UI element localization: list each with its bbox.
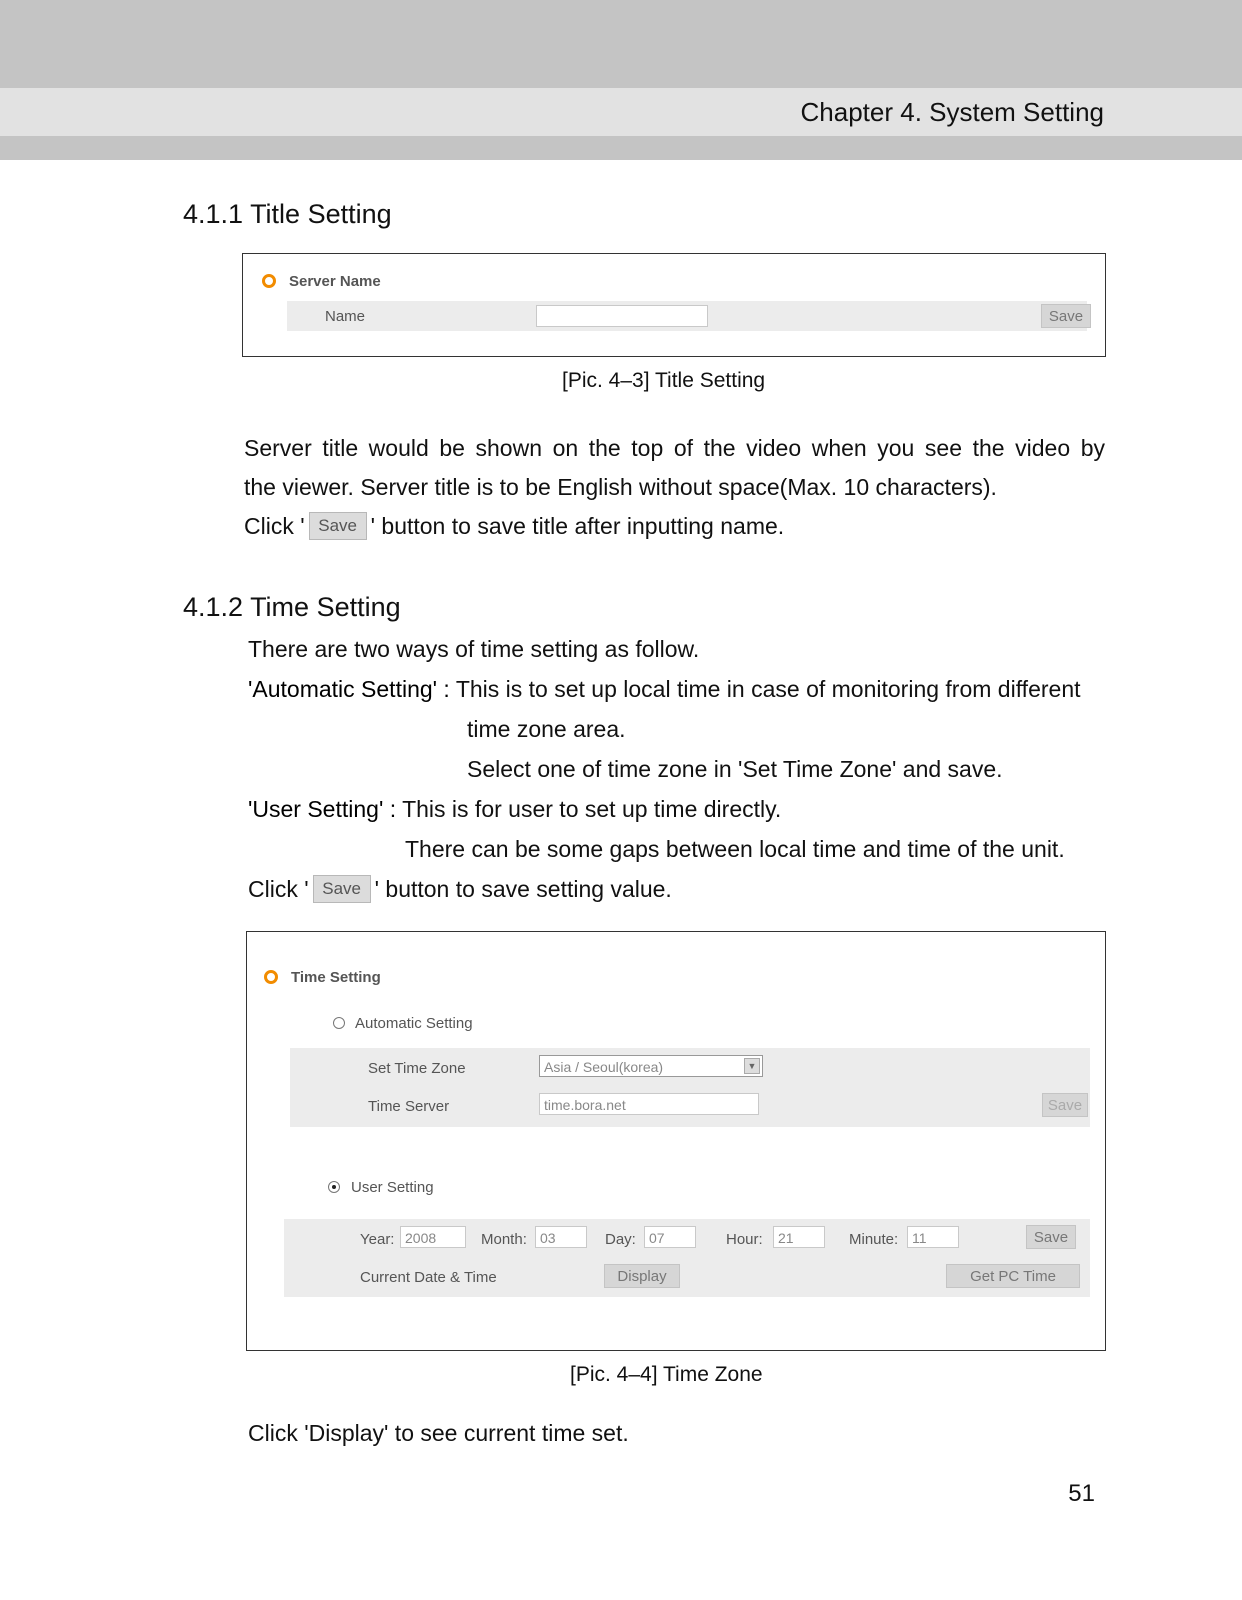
- server-name-title: Server Name: [289, 273, 381, 290]
- section-heading-title-setting: 4.1.1 Title Setting: [183, 199, 392, 229]
- display-button[interactable]: Display: [604, 1264, 680, 1288]
- hour-input[interactable]: 21: [773, 1226, 825, 1248]
- header-band-bottom: [0, 136, 1242, 160]
- minute-label: Minute:: [849, 1231, 899, 1248]
- automatic-setting-term: 'Automatic Setting' :: [248, 676, 456, 702]
- time-zone-select-value: Asia / Seoul(korea): [544, 1059, 664, 1075]
- month-label: Month:: [481, 1231, 527, 1248]
- user-setting-radio-label: User Setting: [351, 1179, 434, 1196]
- automatic-setting-desc-2: time zone area.: [467, 716, 626, 742]
- click-suffix: ' button to save title after inputting name.: [370, 513, 785, 539]
- user-setting-desc-1: This is for user to set up time directly.: [402, 796, 782, 822]
- time-zone-select[interactable]: [539, 1055, 763, 1077]
- hour-label: Hour:: [726, 1231, 763, 1248]
- day-label: Day:: [605, 1231, 636, 1248]
- time-setting-title: Time Setting: [291, 969, 381, 986]
- automatic-setting-line: [248, 676, 1081, 703]
- current-date-time-label: Current Date & Time: [360, 1269, 497, 1286]
- time-click-save-line: [248, 876, 672, 905]
- server-name-save-button[interactable]: Save: [1041, 304, 1091, 328]
- title-para-line-1: Server title would be shown on the top of the video when you see the video by: [244, 435, 1105, 461]
- automatic-setting-radio-label: Automatic Setting: [355, 1015, 473, 1032]
- set-time-zone-label: Set Time Zone: [368, 1060, 466, 1077]
- time-intro: There are two ways of time setting as follow.: [248, 636, 700, 662]
- click-prefix: Click ': [248, 876, 309, 902]
- page-number: 51: [1068, 1480, 1095, 1507]
- automatic-setting-radio[interactable]: [333, 1017, 345, 1029]
- section-bullet-icon: [264, 970, 278, 984]
- time-server-input[interactable]: time.bora.net: [539, 1093, 759, 1115]
- section-heading-time-setting: 4.1.2 Time Setting: [183, 592, 401, 622]
- user-setting-radio[interactable]: [328, 1181, 340, 1193]
- figure-caption-4-4: [Pic. 4–4] Time Zone: [570, 1363, 763, 1386]
- title-click-save-line: [244, 513, 784, 542]
- automatic-save-button[interactable]: Save: [1042, 1093, 1088, 1117]
- click-prefix: Click ': [244, 513, 305, 539]
- header-band-top: [0, 0, 1242, 88]
- server-name-panel: [287, 301, 1087, 331]
- section-bullet-icon: [262, 274, 276, 288]
- user-setting-line: [248, 796, 781, 823]
- figure-caption-4-3: [Pic. 4–3] Title Setting: [562, 369, 766, 392]
- day-input[interactable]: 07: [644, 1226, 696, 1248]
- minute-input[interactable]: 11: [907, 1226, 959, 1248]
- user-setting-panel: [284, 1219, 1090, 1297]
- automatic-setting-panel: [290, 1048, 1090, 1127]
- user-setting-desc-2: There can be some gaps between local time and time of the unit.: [405, 836, 1065, 862]
- time-server-label: Time Server: [368, 1098, 450, 1115]
- inline-save-button-image: Save: [309, 512, 367, 540]
- year-label: Year:: [360, 1231, 395, 1248]
- chevron-down-icon[interactable]: ▼: [744, 1058, 760, 1074]
- click-suffix: ' button to save setting value.: [374, 876, 672, 902]
- title-para-line-2: the viewer. Server title is to be English without space(Max. 10 characters).: [244, 474, 997, 500]
- time-setting-screenshot: [246, 931, 1106, 1351]
- server-name-input[interactable]: [536, 305, 708, 327]
- inline-save-button-image: Save: [313, 875, 371, 903]
- automatic-setting-desc-3: Select one of time zone in 'Set Time Zone' and save.: [467, 756, 1003, 782]
- display-instruction: Click 'Display' to see current time set.: [248, 1420, 629, 1446]
- user-setting-term: 'User Setting' :: [248, 796, 403, 822]
- month-input[interactable]: 03: [535, 1226, 587, 1248]
- year-input[interactable]: 2008: [400, 1226, 466, 1248]
- chapter-title: Chapter 4. System Setting: [800, 97, 1104, 127]
- get-pc-time-button[interactable]: Get PC Time: [946, 1264, 1080, 1288]
- name-label: Name: [325, 308, 366, 325]
- user-save-button[interactable]: Save: [1026, 1225, 1076, 1249]
- automatic-setting-desc-1: This is to set up local time in case of monitoring from different: [455, 676, 1081, 702]
- title-setting-screenshot: [242, 253, 1106, 357]
